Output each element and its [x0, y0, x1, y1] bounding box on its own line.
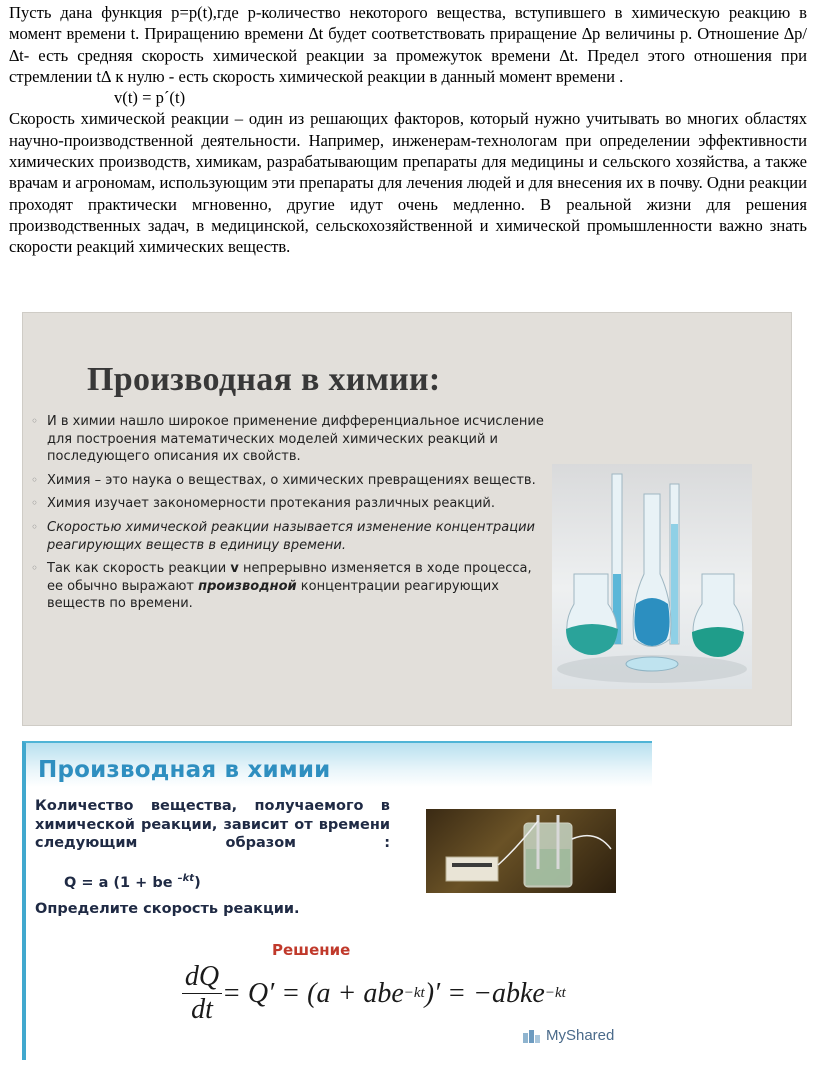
slide1-bullet: ◦ Химия – это наука о веществах, о химических превращениях веществ.: [31, 472, 536, 488]
lab-glassware-illustration: [552, 464, 752, 689]
slide-derivative-in-chemistry-2: [22, 741, 652, 1060]
slide2-title: Производная в химии: [38, 757, 331, 783]
bullet-icon: ◦: [31, 414, 39, 428]
intro-text: [9, 2, 807, 258]
lab-glassware-photo: [552, 464, 752, 689]
slide1-bullet: ◦ Так как скорость реакции v непрерывно изменяется в ходе процесса, ее обычно выражают производной концентрации реагирующих веществ по времени.: [31, 561, 532, 612]
slide2-derivative-formula: dQ dt = Q′ = (a + abe −kt )′ = −abke −kt: [182, 961, 566, 1026]
slide2-problem-text: Количество вещества, получаемого в химической реакции, зависит от времени следующим образом :: [35, 798, 390, 851]
slide1-bullet-list: [31, 413, 551, 619]
slide2-formula: Q = a (1 + be $^{-kt}$): [64, 873, 201, 891]
lab-apparatus-illustration: [426, 809, 616, 893]
bullet-icon: ◦: [31, 561, 39, 576]
bullet-icon: ◦: [31, 472, 39, 487]
intro-paragraph-1: Пусть дана функция p=p(t),где p-количество некоторого вещества, вступившего в химическую реакцию в момент времени t. Приращению времени ∆t будет соответствовать приращение ∆p величины p. Отношение ∆p/∆t- есть средняя скорость химической реакции за промежуток времени ∆t. Предел этого отношения при стремлении t∆ к нулю - есть скорость химической реакции в данный момент времени .: [9, 3, 807, 86]
slide2-task: Определите скорость реакции.: [35, 901, 300, 917]
bullet-icon: ◦: [31, 496, 39, 511]
myshared-watermark: MyShared: [522, 1027, 614, 1044]
slide1-bullet: ◦ И в химии нашло широкое применение дифференциальное исчисление для построения математических моделей химических реакций и последующего описания их свойств.: [31, 414, 544, 465]
intro-paragraph-2: Скорость химической реакции – один из решающих факторов, который нужно учитывать во многих областях научно-производственной деятельности. Например, инженерам-технологам при определении эффективности химических производств, химикам, разрабатывающим препараты для медицины и сельского хозяйства, а также врачам и агрономам, использующим эти препараты для лечения людей и для внесения их в почву. Одни реакции проходят практически мгновенно, другие идут очень медленно. В реальной жизни для решения производственных задач, в медицинской, сельскохозяйственной и химической промышленности важно знать скорости реакций химических веществ.: [9, 109, 807, 257]
slide2-solution-label: Решение: [272, 941, 351, 959]
lab-apparatus-photo: [426, 809, 616, 893]
bullet-icon: ◦: [31, 519, 39, 534]
slide-derivative-in-chemistry-1: [22, 312, 792, 726]
slide1-bullet: ◦ Химия изучает закономерности протекания различных реакций.: [31, 496, 496, 512]
velocity-formula: v(t) = p´(t): [114, 88, 186, 108]
myshared-logo-icon: [522, 1028, 542, 1044]
slide1-title: Производная в химии:: [87, 361, 441, 398]
slide1-bullet: ◦ Скоростью химической реакции называется изменение концентрации реагирующих веществ в единицу времени.: [31, 519, 535, 553]
